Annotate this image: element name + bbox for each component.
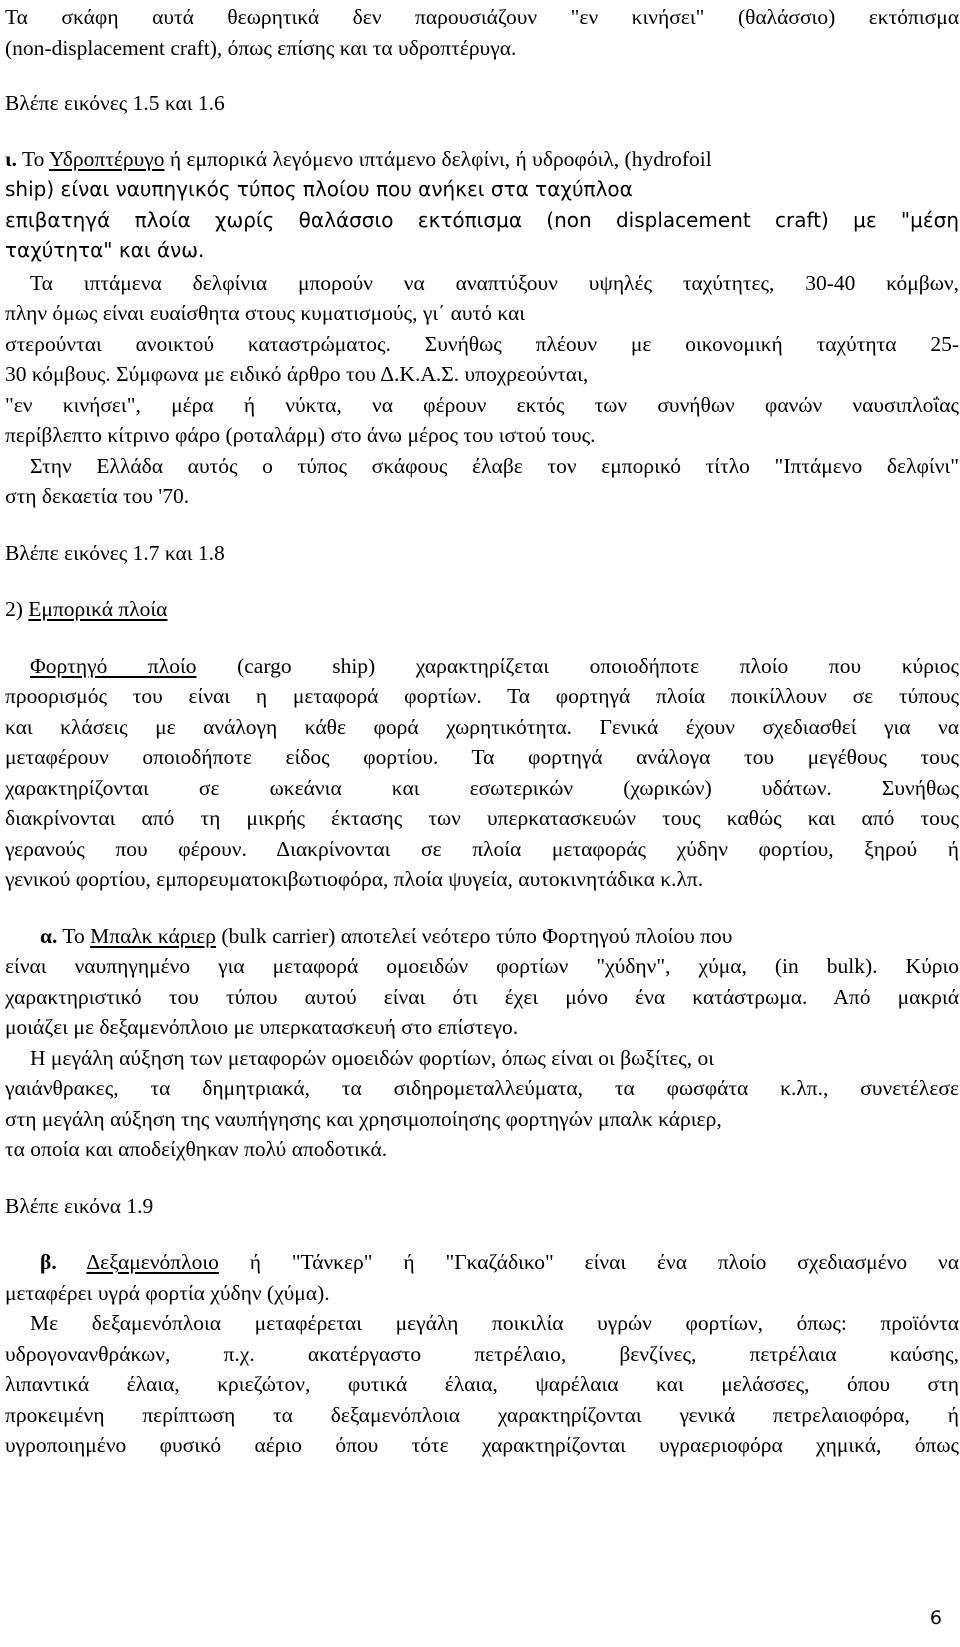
text-line: "εν κινήσει", μέρα ή νύκτα, να φέρουν εκτός των συνήθων φανών ναυσιπλοΐας xyxy=(5,392,959,417)
term-link-hydrofoil: Υδροπτέρυγο xyxy=(49,146,165,171)
text-line: γενικού φορτίου, εμπορευματοκιβωτιοφόρα, πλοία ψυγεία, αυτοκινητάδικα κ.λπ. xyxy=(5,867,704,891)
text-line: περίβλεπτο κίτρινο φάρο (ροταλάρμ) στο άνω μέρος του ιστού τους. xyxy=(5,423,596,447)
cargo-paragraph xyxy=(5,651,959,895)
text-line: τα οποία και αποδείχθηκαν πολύ αποδοτικά. xyxy=(5,1137,388,1161)
text-line: προορισμός του είναι η μεταφορά φορτίων. Τα φορτηγά πλοία ποικίλλουν σε τύπους xyxy=(5,684,959,708)
document-page xyxy=(5,0,959,1461)
text-line xyxy=(5,921,959,952)
text-line: γαιάνθρακες, τα δημητριακά, τα σιδηρομεταλλεύματα, τα φωσφάτα κ.λπ., συνετέλεσε xyxy=(5,1076,959,1100)
text-line: (non-displacement craft), όπως επίσης και τα υδροπτέρυγα. xyxy=(5,35,517,60)
list-marker: α. xyxy=(40,923,58,948)
term-link-tanker: Δεξαμενόπλοιο xyxy=(86,1250,219,1274)
text-fragment: (cargo ship) χαρακτηρίζεται οποιοδήποτε πλοίο που κύριος xyxy=(196,653,959,678)
text-line: μεταφέρουν οποιοδήποτε είδος φορτίου. Τα φορτηγά ανάλογα του μεγέθους τους xyxy=(5,745,959,769)
text-fragment xyxy=(57,1250,87,1274)
list-marker: ι. xyxy=(5,146,18,171)
figure-reference: Βλέπε εικόνα 1.9 xyxy=(5,1193,154,1218)
bulk-carrier-paragraph xyxy=(5,921,959,1043)
text-fragment: Το xyxy=(17,146,50,171)
text-line: ship) είναι ναυπηγικός τύπος πλοίου που ανήκει στα ταχύπλοα xyxy=(5,177,633,201)
text-fragment: (bulk carrier) αποτελεί νεότερο τύπο Φορτηγού πλοίου που xyxy=(216,923,733,948)
text-line: Στην Ελλάδα αυτός ο τύπος σκάφους έλαβε τον εμπορικό τίτλο "Ιπτάμενο δελφίνι" xyxy=(30,453,959,478)
text-fragment: Το xyxy=(57,923,91,948)
text-line xyxy=(5,144,959,175)
text-line: μεταφέρει υγρά φορτία χύδην (χύμα). xyxy=(5,1280,330,1305)
text-line: επιβατηγά πλοία χωρίς θαλάσσιο εκτόπισμα (non displacement craft) με "μέση xyxy=(5,207,959,232)
page-number: 6 xyxy=(929,1607,942,1629)
bulk-growth-paragraph xyxy=(5,1043,959,1165)
text-fragment: ή εμπορικά λεγόμενο ιπτάμενο δελφίνι, ή υδροφόιλ, (hydrofoil xyxy=(164,146,712,171)
text-line: προκειμένη περίπτωση τα δεξαμενόπλοια χαρακτηρίζονται γενικά πετρελαιοφόρα, ή xyxy=(5,1402,959,1427)
hydrofoil-speed-paragraph xyxy=(5,268,959,451)
section-title: Εμπορικά πλοία xyxy=(28,597,168,621)
term-link-bulk-carrier: Μπαλκ κάριερ xyxy=(90,923,217,948)
text-line: διακρίνονται από τη μικρής έκτασης των υπερκατασκευών τους καθώς και από τους xyxy=(5,806,959,830)
text-line: Με δεξαμενόπλοια μεταφέρεται μεγάλη ποικιλία υγρών φορτίων, όπως: προϊόντα xyxy=(30,1311,959,1335)
text-line: 30 κόμβους. Σύμφωνα με ειδικό άρθρο του Δ.Κ.Α.Σ. υποχρεούνται, xyxy=(5,362,589,386)
text-line xyxy=(5,1247,959,1278)
tanker-cargo-paragraph xyxy=(5,1308,959,1461)
hydrofoil-paragraph xyxy=(5,144,959,266)
text-line: ταχύτητα" και άνω. xyxy=(5,238,205,262)
text-line: μοιάζει με δεξαμενόπλοιο με υπερκατασκευή στο επίστεγο. xyxy=(5,1015,519,1039)
text-line: στη μεγάλη αύξηση της ναυπήγησης και χρησιμοποίησης φορτηγών μπαλκ κάριερ, xyxy=(5,1106,722,1131)
text-line: πλην όμως είναι ευαίσθητα στους κυματισμούς, γι΄ αυτό και xyxy=(5,301,526,325)
text-line xyxy=(5,651,959,682)
figure-reference: Βλέπε εικόνες 1.7 και 1.8 xyxy=(5,540,225,565)
list-marker: β. xyxy=(40,1250,57,1274)
intro-paragraph xyxy=(5,2,959,63)
text-line: και κλάσεις με ανάλογη κάθε φορά χωρητικότητα. Γενικά έχουν σχεδιασθεί για να xyxy=(5,714,959,739)
text-line: υγροποιημένο φυσικό αέριο όπου τότε χαρακτηρίζονται υγραεριοφόρα χημικά, όπως xyxy=(5,1433,959,1457)
text-line: χαρακτηρίζονται σε ωκεάνια και εσωτερικών (χωρικών) υδάτων. Συνήθως xyxy=(5,775,959,800)
text-line: Τα ιπτάμενα δελφίνια μπορούν να αναπτύξουν υψηλές ταχύτητες, 30-40 κόμβων, xyxy=(30,270,959,295)
term-link-cargo-ship: Φορτηγό πλοίο xyxy=(30,653,197,678)
text-line: γερανούς που φέρουν. Διακρίνονται σε πλοία μεταφοράς χύδην φορτίου, ξηρού ή xyxy=(5,836,959,861)
tanker-paragraph xyxy=(5,1247,959,1308)
section-number: 2) xyxy=(5,597,29,621)
section-heading xyxy=(5,594,959,625)
text-line: Τα σκάφη αυτά θεωρητικά δεν παρουσιάζουν "εν κινήσει" (θαλάσσιο) εκτόπισμα xyxy=(5,5,959,29)
text-line: είναι ναυπηγημένο για μεταφορά ομοειδών φορτίων "χύδην", χύμα, (in bulk). Κύριο xyxy=(5,954,959,978)
text-line: στερούνται ανοικτού καταστρώματος. Συνήθως πλέουν με οικονομική ταχύτητα 25- xyxy=(5,331,959,356)
text-fragment: ή "Τάνκερ" ή "Γκαζάδικο" είναι ένα πλοίο σχεδιασμένο να xyxy=(218,1250,959,1274)
hydrofoil-greece-paragraph xyxy=(5,451,959,512)
text-line: λιπαντικά έλαια, κριεζώτον, φυτικά έλαια, ψαρέλαια και μελάσσες, όπου στη xyxy=(5,1372,959,1396)
figure-reference: Βλέπε εικόνες 1.5 και 1.6 xyxy=(5,91,225,115)
text-line: χαρακτηριστικό του τύπου αυτού είναι ότι έχει μόνο ένα κατάστρωμα. Από μακριά xyxy=(5,984,959,1009)
text-line: Η μεγάλη αύξηση των μεταφορών ομοειδών φορτίων, όπως είναι οι βωξίτες, οι xyxy=(30,1045,715,1070)
text-line: στη δεκαετία του '70. xyxy=(5,484,190,508)
text-line: υδρογονανθράκων, π.χ. ακατέργαστο πετρέλαιο, βενζίνες, πετρέλαια καύσης, xyxy=(5,1341,959,1366)
